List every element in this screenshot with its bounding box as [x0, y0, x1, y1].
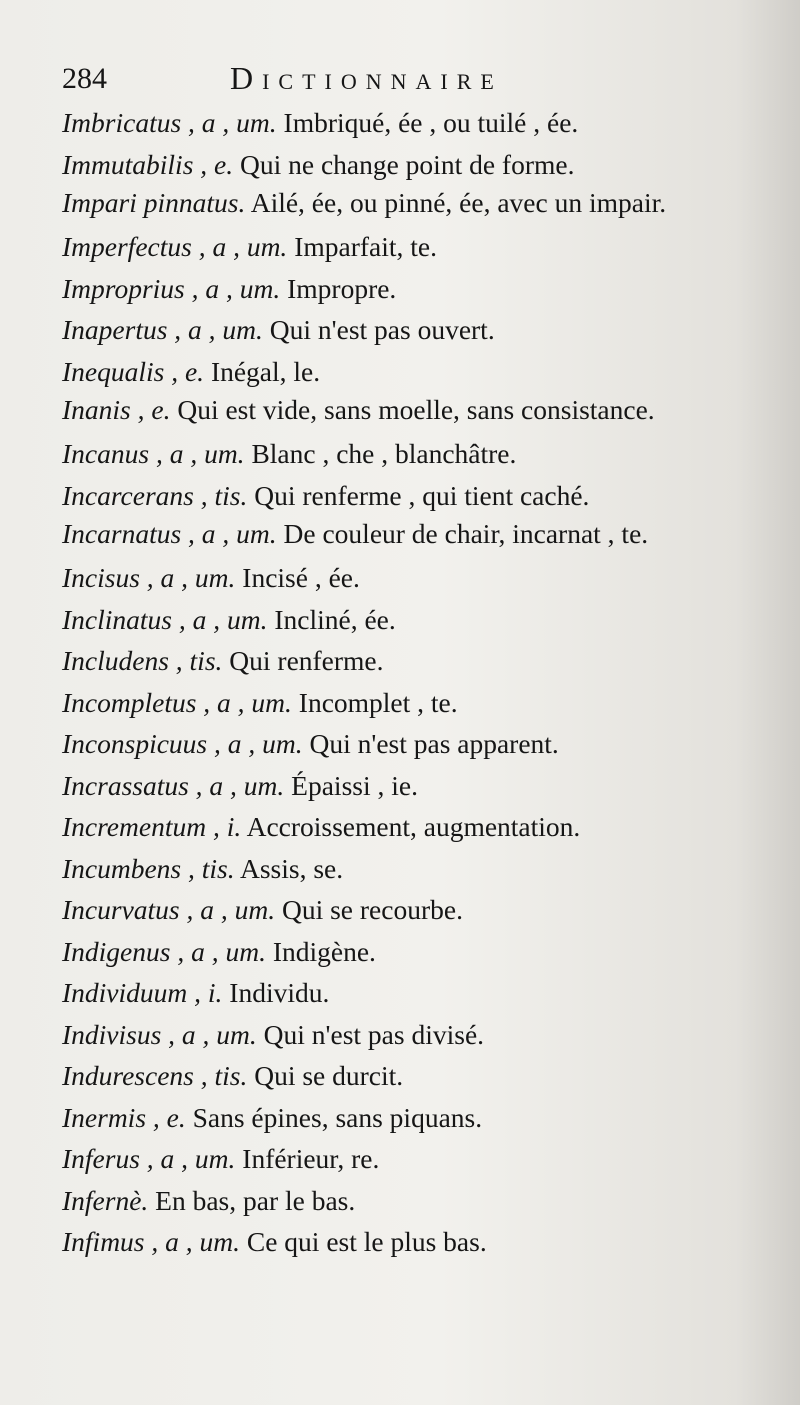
- entry-definition: Individu.: [229, 977, 330, 1008]
- dictionary-entry: [62, 144, 792, 186]
- entry-term: Indivisus , a , um.: [62, 1018, 257, 1050]
- entry-term: Incarcerans , tis.: [62, 479, 248, 511]
- entry-term: Infernè.: [62, 1184, 149, 1216]
- running-title: Dictionnaire: [230, 60, 503, 96]
- entry-definition: Qui n'est pas apparent.: [309, 728, 559, 759]
- entry-term: Incompletus , a , um.: [62, 686, 292, 718]
- entry-term: Imbricatus , a , um.: [62, 107, 277, 138]
- dictionary-entry: [62, 1180, 792, 1222]
- entry-definition: Imbriqué, ée , ou tuilé , ée.: [283, 107, 579, 138]
- entry-definition: En bas, par le bas.: [155, 1184, 356, 1216]
- dictionary-entry: [62, 392, 792, 428]
- dictionary-entry: [62, 806, 792, 848]
- entry-definition: Qui renferme , qui tient caché.: [254, 479, 590, 511]
- entry-definition: Incomplet , te.: [298, 686, 458, 718]
- dictionary-entry: [62, 475, 792, 517]
- page-number: 284: [62, 62, 107, 95]
- entry-term: Incisus , a , um.: [62, 562, 236, 593]
- dictionary-entry: [62, 640, 792, 682]
- dictionary-entry: [62, 433, 792, 475]
- dictionary-entry: [62, 1055, 792, 1097]
- entry-term: Incarnatus , a , um.: [62, 518, 277, 549]
- page-header: [62, 58, 622, 98]
- entry-term: Indigenus , a , um.: [62, 935, 266, 967]
- dictionary-entry: [62, 557, 792, 599]
- entry-term: Improprius , a , um.: [62, 272, 281, 304]
- dictionary-entry: [62, 351, 792, 393]
- dictionary-entry: [62, 765, 792, 807]
- entry-term: Inconspicuus , a , um.: [62, 728, 303, 759]
- dictionary-entry: [62, 102, 792, 144]
- entry-definition: Indigène.: [272, 935, 376, 967]
- entry-term: Includens , tis.: [62, 645, 223, 676]
- entry-definition: Qui n'est pas ouvert.: [269, 314, 495, 345]
- dictionary-entry: [62, 682, 792, 724]
- dictionary-entry: [62, 848, 792, 890]
- entry-definition: Incliné, ée.: [274, 603, 396, 635]
- dictionary-entries: [62, 102, 792, 1263]
- dictionary-entry: [62, 723, 792, 765]
- entry-definition: Imparfait, te.: [294, 231, 437, 262]
- entry-definition: Qui ne change point de forme.: [239, 148, 575, 180]
- entry-definition: Blanc , che , blanchâtre.: [251, 438, 517, 469]
- entry-definition: Ailé, ée, ou pinné, ée, avec un impair.: [250, 187, 667, 218]
- entry-term: Inequalis , e.: [62, 355, 205, 387]
- entry-definition: Impropre.: [287, 272, 397, 304]
- entry-definition: De couleur de chair, incarnat , te.: [283, 518, 649, 549]
- entry-definition: Qui se recourbe.: [281, 894, 463, 925]
- dictionary-entry: [62, 1138, 792, 1180]
- dictionary-entry: [62, 1097, 792, 1139]
- dictionary-entry: [62, 599, 792, 641]
- entry-term: Infimus , a , um.: [62, 1226, 240, 1257]
- dictionary-entry: [62, 931, 792, 973]
- entry-term: Incanus , a , um.: [62, 438, 245, 469]
- entry-definition: Accroissement, augmentation.: [246, 811, 581, 842]
- entry-term: Inanis , e.: [62, 394, 171, 425]
- dictionary-entry: [62, 972, 792, 1014]
- entry-definition: Incisé , ée.: [242, 562, 360, 593]
- entry-term: Immutabilis , e.: [62, 148, 234, 180]
- entry-definition: Qui se durcit.: [254, 1060, 404, 1091]
- entry-term: Inferus , a , um.: [62, 1143, 236, 1174]
- entry-definition: Épaissi , ie.: [291, 769, 418, 801]
- entry-term: Inclinatus , a , um.: [62, 603, 268, 635]
- entry-term: Indurescens , tis.: [62, 1060, 248, 1091]
- dictionary-entry: [62, 1221, 792, 1263]
- dictionary-entry: [62, 268, 792, 310]
- entry-definition: Qui n'est pas divisé.: [263, 1018, 485, 1050]
- entry-term: Individuum , i.: [62, 977, 223, 1008]
- dictionary-entry: [62, 1014, 792, 1056]
- entry-term: Incumbens , tis.: [62, 852, 235, 884]
- entry-definition: Inégal, le.: [210, 355, 321, 387]
- entry-definition: Assis, se.: [239, 852, 344, 884]
- dictionary-entry: [62, 309, 792, 351]
- entry-term: Imperfectus , a , um.: [62, 231, 288, 262]
- entry-term: Incrassatus , a , um.: [62, 769, 285, 801]
- entry-definition: Ce qui est le plus bas.: [246, 1226, 487, 1257]
- entry-term: Inermis , e.: [62, 1101, 186, 1133]
- entry-definition: Sans épines, sans piquans.: [192, 1101, 483, 1133]
- dictionary-entry: [62, 516, 792, 552]
- dictionary-entry: [62, 226, 792, 268]
- entry-term: Impari pinnatus.: [62, 187, 246, 218]
- dictionary-entry: [62, 185, 792, 221]
- entry-term: Inapertus , a , um.: [62, 314, 263, 345]
- dictionary-entry: [62, 889, 792, 931]
- entry-definition: Inférieur, re.: [242, 1143, 380, 1174]
- entry-definition: Qui est vide, sans moelle, sans consistance.: [177, 394, 655, 425]
- entry-term: Incrementum , i.: [62, 811, 242, 842]
- entry-definition: Qui renferme.: [229, 645, 384, 676]
- entry-term: Incurvatus , a , um.: [62, 894, 276, 925]
